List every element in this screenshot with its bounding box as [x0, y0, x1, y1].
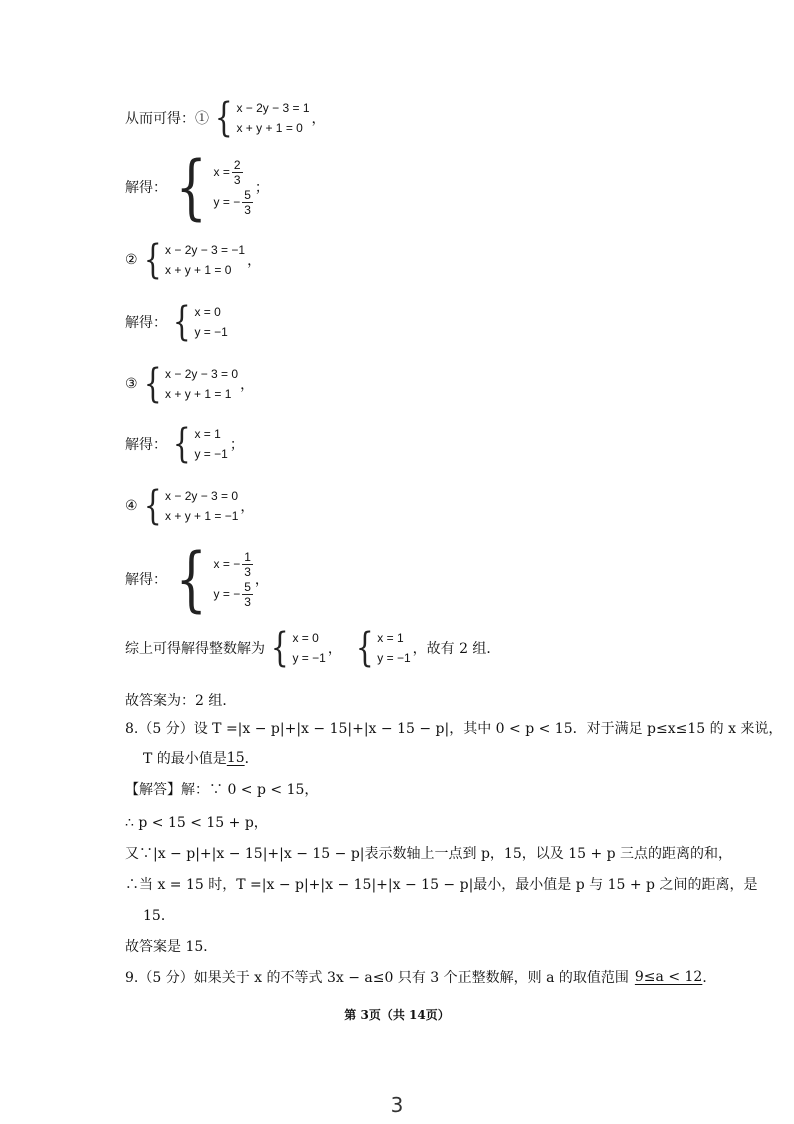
- solution-4-x: x = − $\frac{1}{3}$: [213, 549, 251, 579]
- solution-8-step-4: ∴当 x = 15 时，T =|x − p|+|x − 15|+|x − 15 − p|最小，最小值是 p 与 15 + p 之间的距离，是: [125, 877, 758, 893]
- system-4-eq2: x + y + 1 = −1: [165, 509, 239, 523]
- solution-3-line: 解得： { x = 1 y = −1 ；: [125, 421, 244, 467]
- system-2-label: ②: [125, 252, 138, 268]
- summary-solution-a: { x = 0 y = −1: [270, 625, 326, 671]
- system-2-line: ② { x − 2y − 3 = −1 x + y + 1 = 0 ，: [125, 237, 262, 283]
- system-2-eq1: x − 2y − 3 = −1: [165, 243, 246, 257]
- system-1-label: 从而可得：①: [125, 111, 209, 127]
- system-2-eq2: x + y + 1 = 0: [165, 263, 232, 277]
- left-brace-icon: {: [172, 421, 191, 467]
- left-brace-icon: {: [143, 483, 162, 529]
- left-brace-icon: {: [175, 538, 207, 620]
- solution-2-line: [125, 299, 230, 345]
- left-brace-icon: {: [143, 237, 162, 283]
- system-4-line: ④ { x − 2y − 3 = 0 x + y + 1 = −1 ，: [125, 483, 255, 529]
- summary-text: 综上可得解得整数解为: [125, 641, 265, 657]
- solution-3-x: x = 1: [194, 427, 221, 441]
- solution-2-label: 解得：: [125, 315, 167, 331]
- question-9: 9.（5 分）如果关于 x 的不等式 3x − a≤0 只有 3 个正整数解，则 a 的取值范围 9≤a < 12 ．: [125, 969, 717, 986]
- system-2: [140, 237, 246, 283]
- system-4-eq1: x − 2y − 3 = 0: [165, 489, 239, 503]
- answer-blank: 9≤a < 12: [634, 969, 703, 985]
- solution-8-step-3: 又∵|x − p|+|x − 15|+|x − 15 − p|表示数轴上一点到 p，15，以及 15 + p 三点的距离的和，: [125, 846, 733, 862]
- solution-4-line: 解得： { x = − $\frac{1}{3}$ y = − $\frac{5}{3}$ ，: [125, 538, 269, 620]
- summary-line: 综上可得解得整数解为 { x = 0 y = −1 ， { x = 1 y = −1 ，故有 2 组．: [125, 625, 501, 671]
- solution-1-x: x = $\frac{2}{3}$: [213, 157, 241, 187]
- system-1-eq2: x + y + 1 = 0: [236, 121, 303, 135]
- solution-4-y: y = − $\frac{5}{3}$: [213, 579, 251, 609]
- left-brace-icon: {: [214, 95, 233, 141]
- solution-1-line: 解得： { x = $\frac{2}{3}$ y = − $\frac{5}{3}$ ；: [125, 146, 269, 228]
- system-1-line: 从而可得：① { x − 2y − 3 = 1 x + y + 1 = 0 ，: [125, 95, 326, 141]
- left-brace-icon: {: [143, 361, 162, 407]
- solution-8-step-5: 15．: [143, 908, 175, 924]
- left-brace-icon: {: [270, 625, 289, 671]
- system-1: [211, 95, 310, 141]
- left-brace-icon: {: [355, 625, 374, 671]
- solution-1-label: 解得：: [125, 180, 167, 196]
- answer-7: 故答案为：2 组．: [125, 693, 237, 709]
- system-1-eq1: x − 2y − 3 = 1: [236, 101, 310, 115]
- left-brace-icon: {: [172, 299, 191, 345]
- page-footer: 第 3页（共 14页）: [344, 1008, 450, 1022]
- solution-3-label: 解得：: [125, 437, 167, 453]
- answer-blank: 15: [226, 750, 245, 766]
- solution-2-x: x = 0: [194, 305, 221, 319]
- system-3-eq2: x + y + 1 = 1: [165, 387, 232, 401]
- solution-3-y: y = −1: [194, 447, 228, 461]
- system-4: [140, 483, 239, 529]
- system-3-eq1: x − 2y − 3 = 0: [165, 367, 239, 381]
- answer-8: 故答案是 15．: [125, 939, 218, 955]
- system-4-label: ④: [125, 498, 138, 514]
- fraction: $\frac{5}{3}$: [244, 187, 251, 217]
- solution-2-y: y = −1: [194, 325, 228, 339]
- system-3-line: ③ { x − 2y − 3 = 0 x + y + 1 = 1 ，: [125, 361, 255, 407]
- solution-3: [169, 421, 228, 467]
- fraction: $\frac{1}{3}$: [244, 549, 251, 579]
- left-brace-icon: {: [175, 146, 207, 228]
- system-3-label: ③: [125, 376, 138, 392]
- question-8: 8.（5 分）设 T =|x − p|+|x − 15|+|x − 15 − p|，其中 0 < p < 15．对于满足 p≤x≤15 的 x 来说，: [125, 721, 783, 737]
- solution-1-y: y = − $\frac{5}{3}$: [213, 187, 251, 217]
- solution-2: [169, 299, 228, 345]
- fraction: $\frac{2}{3}$: [233, 157, 241, 187]
- solution-8-step-1: 【解答】解：∵ 0 < p < 15，: [125, 782, 319, 798]
- solution-8-step-2: ∴ p < 15 < 15 + p，: [125, 815, 268, 831]
- summary-solution-b: { x = 1 y = −1: [355, 625, 411, 671]
- question-8-blank-line: T 的最小值是 15 ．: [143, 750, 259, 767]
- system-3: [140, 361, 239, 407]
- solution-4-label: 解得：: [125, 572, 167, 588]
- page-number: 3: [390, 1093, 404, 1117]
- fraction: $\frac{5}{3}$: [244, 579, 251, 609]
